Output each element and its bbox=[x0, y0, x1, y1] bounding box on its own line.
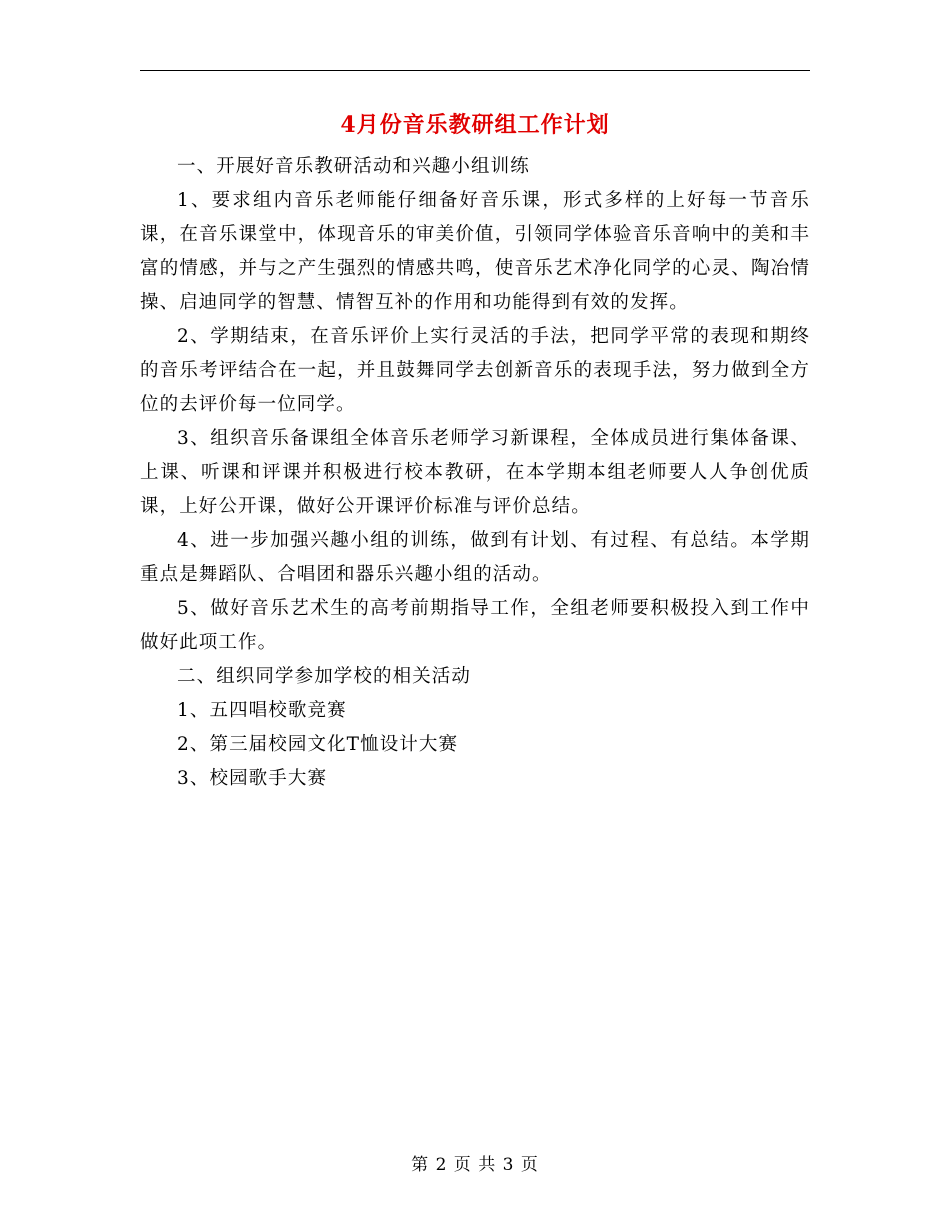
section-heading-1: 一、开展好音乐教研活动和兴趣小组训练 bbox=[177, 156, 530, 177]
paragraph-item-5: 5、做好音乐艺术生的高考前期指导工作，全组老师要积极投入到工作中做好此项工作。 bbox=[140, 598, 810, 653]
activity-item-2: 2、第三届校园文化T恤设计大赛 bbox=[177, 734, 459, 755]
section-heading-2: 二、组织同学参加学校的相关活动 bbox=[177, 666, 472, 687]
paragraph-item-4: 4、进一步加强兴趣小组的训练，做到有计划、有过程、有总结。本学期重点是舞蹈队、合唱团和器乐兴趣小组的活动。 bbox=[140, 530, 810, 585]
paragraph-item-3: 3、组织音乐备课组全体音乐老师学习新课程，全体成员进行集体备课、上课、听课和评课并积极进行校本教研，在本学期本组老师要人人争创优质课，上好公开课，做好公开课评价标准与评价总结。 bbox=[140, 428, 810, 517]
activity-item-3: 3、校园歌手大赛 bbox=[177, 768, 328, 789]
activity-item-1: 1、五四唱校歌竞赛 bbox=[177, 700, 347, 721]
paragraph-item-1: 1、要求组内音乐老师能仔细备好音乐课，形式多样的上好每一节音乐课，在音乐课堂中，体现音乐的审美价值，引领同学体验音乐音响中的美和丰富的情感，并与之产生强烈的情感共鸣，使音乐艺术净化同学的心灵、陶冶情操、启迪同学的智慧、情智互补的作用和功能得到有效的发挥。 bbox=[140, 190, 810, 313]
paragraph-item-2: 2、学期结束，在音乐评价上实行灵活的手法，把同学平常的表现和期终的音乐考评结合在一起，并且鼓舞同学去创新音乐的表现手法，努力做到全方位的去评价每一位同学。 bbox=[140, 326, 810, 415]
page-number-footer: 第 2 页 共 3 页 bbox=[411, 1155, 539, 1175]
document-body bbox=[140, 150, 810, 796]
header-rule bbox=[140, 70, 810, 71]
document-title: 4月份音乐教研组工作计划 bbox=[340, 112, 610, 138]
